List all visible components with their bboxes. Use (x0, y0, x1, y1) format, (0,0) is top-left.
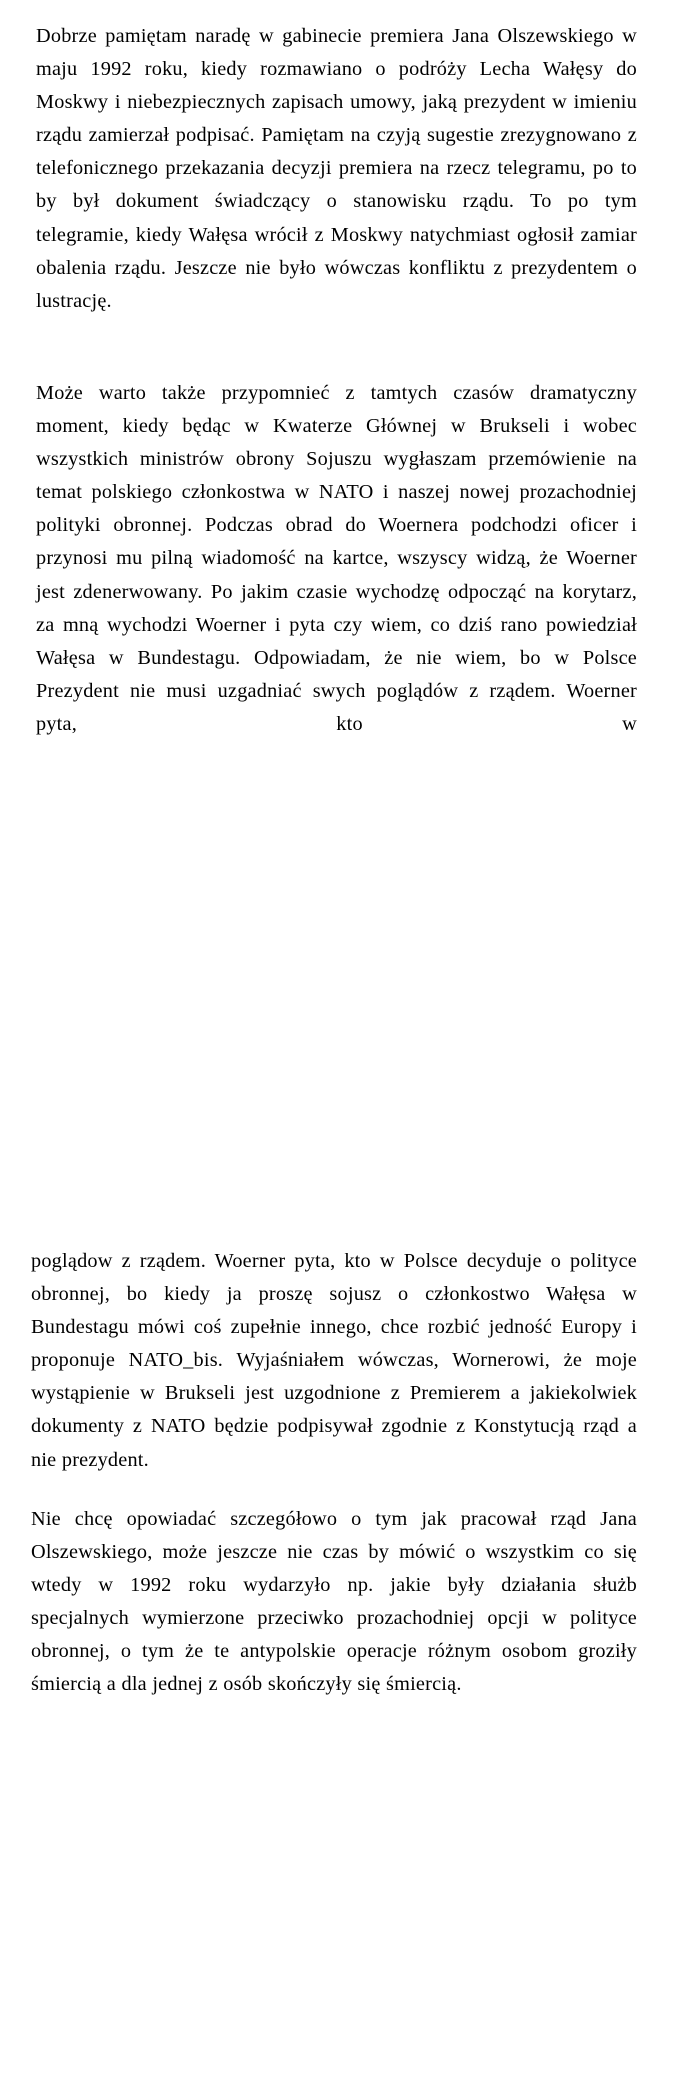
paragraph-3: poglądow z rządem. Woerner pyta, kto w Polsce decyduje o polityce obronnej, bo kiedy ja proszę sojusz o członkostwo Wałęsa w Bundestagu mówi coś zupełnie innego, chce rozbić jedność Europy i proponuje NATO_bis. Wyjaśniałem wówczas, Wornerowi, że moje wystąpienie w Brukseli jest uzgodnione z Premierem a jakiekolwiek dokumenty z NATO będzie podpisywał zgodnie z Konstytucją rząd a nie prezydent. (31, 1250, 637, 1471)
page-two-text-column (31, 1245, 637, 1701)
paragraph-2: Może warto także przypomnieć z tamtych czasów dramatyczny moment, kiedy będąc w Kwaterze Głównej w Brukseli i wobec wszystkich ministrów obrony Sojuszu wygłaszam przemówienie na temat polskiego członkostwa w NATO i naszej nowej prozachodniej polityki obronnej. Podczas obrad do Woernera podchodzi oficer i przynosi mu pilną wiadomość na kartce, wszyscy widzą, że Woerner jest zdenerwowany. Po jakim czasie wychodzę odpocząć na korytarz, za mną wychodzi Woerner i pyta czy wiem, co dziś rano powiedział Wałęsa w Bundestagu. Odpowiadam, że nie wiem, bo w Polsce Prezydent nie musi uzgadniać swych poglądów z rządem. Woerner pyta, kto w (36, 381, 637, 735)
paragraph-1: Dobrze pamiętam naradę w gabinecie premiera Jana Olszewskiego w maju 1992 roku, kiedy rozmawiano o podróży Lecha Wałęsy do Moskwy i niebezpiecznych zapisach umowy, jaką prezydent w imieniu rządu zamierzał podpisać. Pamiętam na czyją sugestie zrezygnowano z telefonicznego przekazania decyzji premiera na rzecz telegramu, po to by był dokument świadczący o stanowisku rządu. To po tym telegramie, kiedy Wałęsa wrócił z Moskwy natychmiast ogłosił zamiar obalenia rządu. Jeszcze nie było wówczas konfliktu z prezydentem o lustrację. (36, 25, 637, 312)
document-page-two (0, 1192, 675, 2076)
paragraph-4: Nie chcę opowiadać szczegółowo o tym jak pracował rząd Jana Olszewskiego, może jeszcze nie czas by mówić o wszystkim co się wtedy w 1992 roku wydarzyło np. jakie były działania służb specjalnych wymierzone przeciwko prozachodniej opcji w polityce obronnej, o tym że te antypolskie operacje różnym osobom groziły śmiercią a dla jednej z osób skończyły się śmiercią. (31, 1507, 637, 1696)
page-one-text-column (36, 20, 637, 774)
